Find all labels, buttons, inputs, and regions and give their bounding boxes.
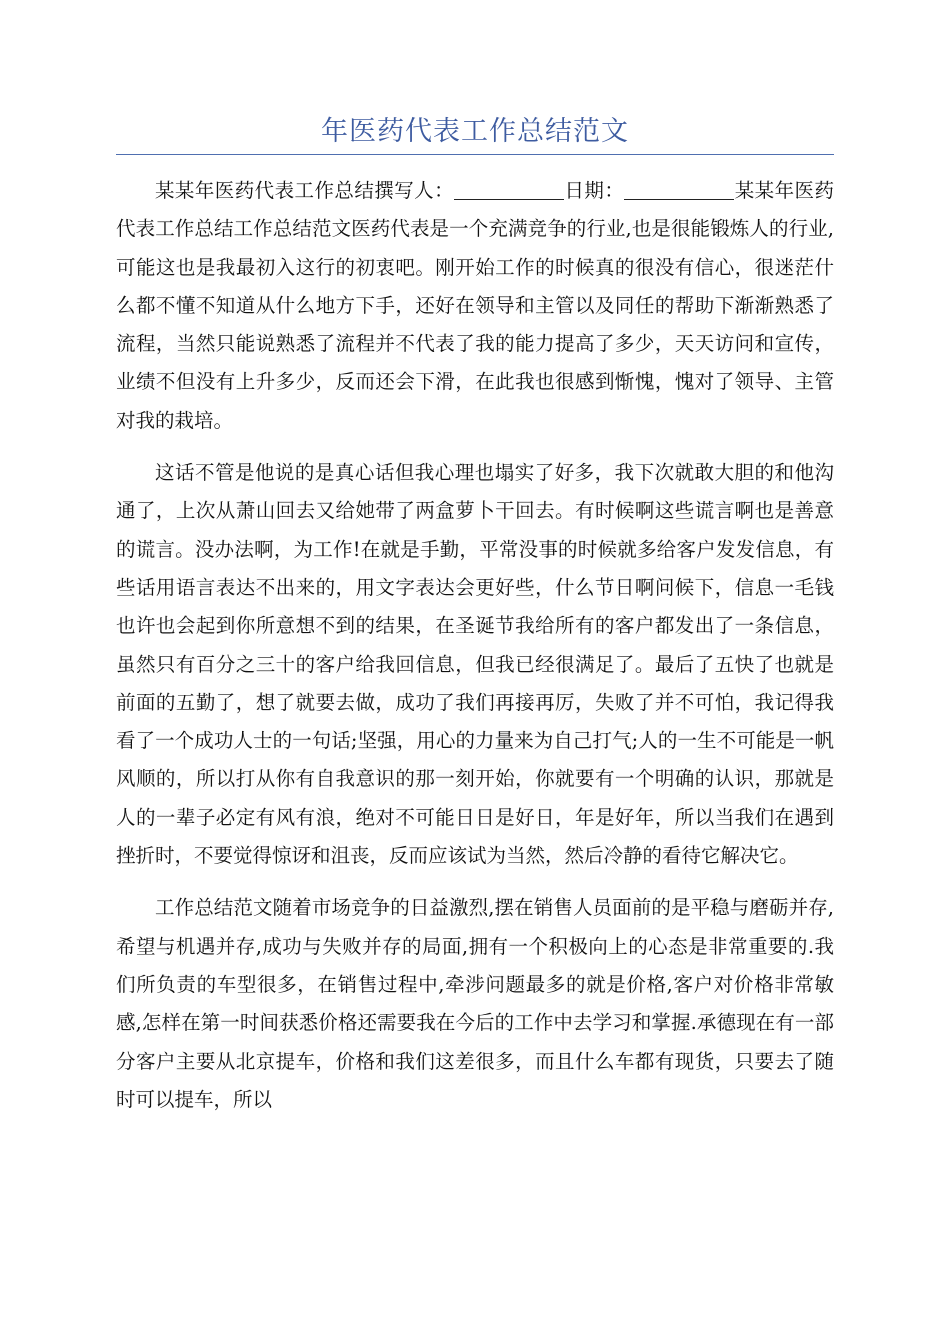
paragraph-spacer	[116, 875, 834, 889]
paragraph-2: 这话不管是他说的是真心话但我心理也塌实了好多，我下次就敢大胆的和他沟通了，上次从萧山回去又给她带了两盒萝卜干回去。有时候啊这些谎言啊也是善意的谎言。没办法啊，为工作!在就是手勤，平常没事的时候就多给客户发发信息，有些话用语言表达不出来的，用文字表达会更好些，什么节日啊问候下，信息一毛钱也许也会起到你所意想不到的结果，在圣诞节我给所有的客户都发出了一条信息，虽然只有百分之三十的客户给我回信息，但我已经很满足了。最后了五快了也就是前面的五勤了，想了就要去做，成功了我们再接再厉，失败了并不可怕，我记得我看了一个成功人士的一句话;坚强，用心的力量来为自己打气;人的一生不可能是一帆风顺的，所以打从你有自我意识的那一刻开始，你就要有一个明确的认识，那就是人的一辈子必定有风有浪，绝对不可能日日是好日，年是好年，所以当我们在遇到挫折时，不要觉得惊讶和沮丧，反而应该试为当然，然后冷静的看待它解决它。	[116, 461, 834, 868]
author-label: 某某年医药代表工作总结撰写人：	[155, 179, 455, 202]
date-blank	[624, 179, 734, 200]
date-label: 日期：	[564, 179, 625, 202]
title-underline	[116, 154, 834, 155]
paragraph-spacer	[116, 440, 834, 454]
author-blank	[454, 179, 564, 200]
paragraph-1-text: 某某年医药代表工作总结工作总结范文医药代表是一个充满竞争的行业,也是很能锻炼人的行业,可能这也是我最初入这行的初衷吧。刚开始工作的时候真的很没有信心，很迷茫什么都不懂不知道从什么地方下手，还好在领导和主管以及同任的帮助下渐渐熟悉了流程，当然只能说熟悉了流程并不代表了我的能力提高了多少，天天访问和宣传，业绩不但没有上升多少，反而还会下滑，在此我也很感到惭愧，愧对了领导、主管对我的栽培。	[116, 179, 834, 432]
paragraph-3: 工作总结范文随着市场竞争的日益激烈,摆在销售人员面前的是平稳与磨砺并存,希望与机遇并存,成功与失败并存的局面,拥有一个积极向上的心态是非常重要的.我们所负责的车型很多，在销售过程中,牵涉问题最多的就是价格,客户对价格非常敏感,怎样在第一时间获悉价格还需要我在今后的工作中去学习和掌握.承德现在有一部分客户主要从北京提车，价格和我们这差很多，而且什么车都有现货，只要去了随时可以提车，所以	[116, 896, 834, 1111]
document-title: 年医药代表工作总结范文	[321, 116, 629, 147]
document-body	[116, 172, 834, 1119]
paragraph-1	[116, 172, 834, 440]
